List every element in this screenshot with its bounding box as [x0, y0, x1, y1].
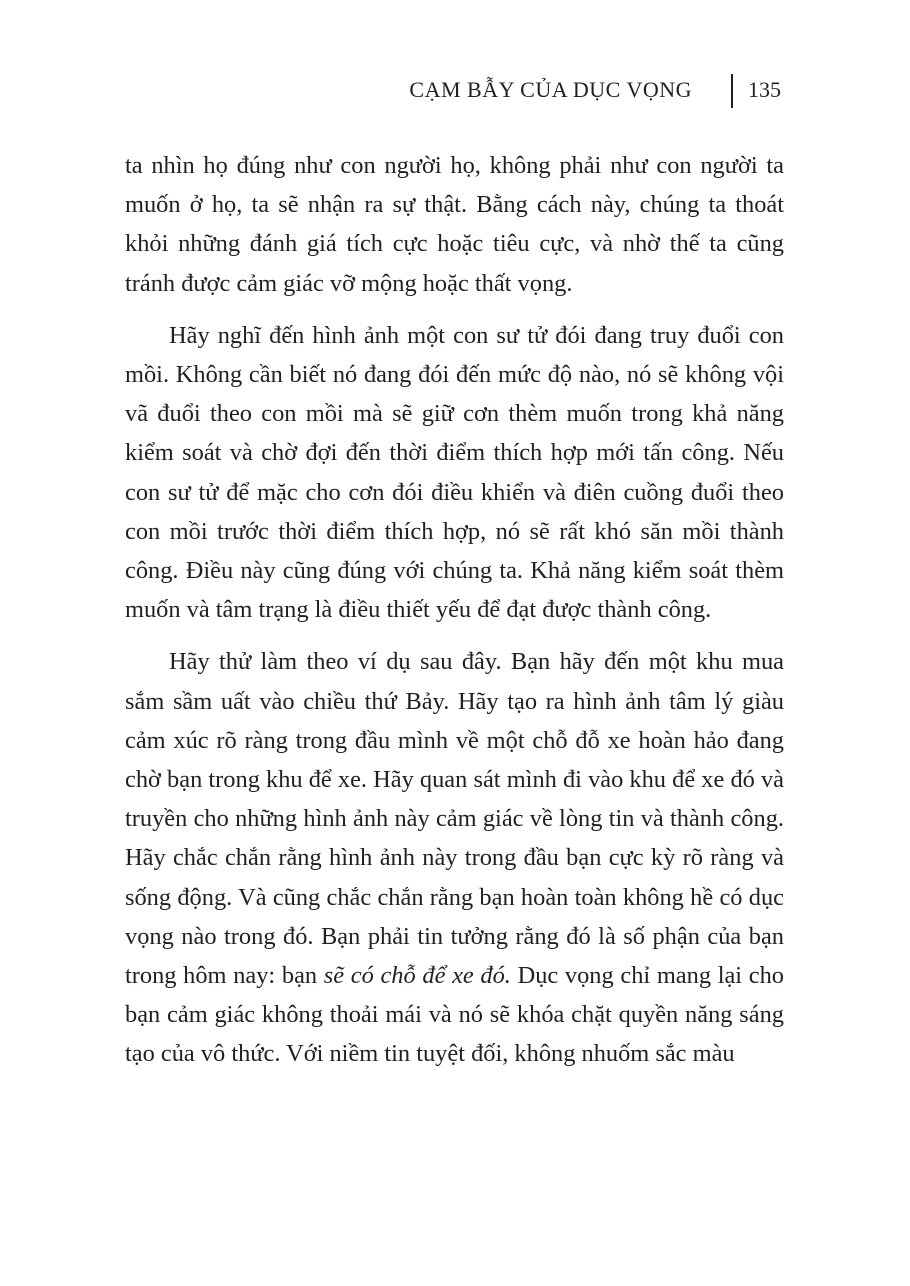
chapter-title: CẠM BẪY CỦA DỤC VỌNG: [409, 77, 692, 102]
header-divider: [731, 74, 733, 108]
running-header: [0, 74, 910, 108]
body-text: [125, 146, 784, 1074]
italic-phrase: sẽ có chỗ để xe đó.: [323, 962, 511, 990]
paragraph-lion-example: Hãy nghĩ đến hình ảnh một con sư tử đói đang truy đuổi con mồi. Không cần biết nó đang đói đến mức độ nào, nó sẽ không vội vã đuổi theo con mồi mà sẽ giữ cơn thèm muốn trong khả năng kiểm soát và chờ đợi đến thời điểm thích hợp mới tấn công. Nếu con sư tử để mặc cho cơn đói điều khiển và điên cuồng đuổi theo con mồi trước thời điểm thích hợp, nó sẽ rất khó săn mồi thành công. Điều này cũng đúng với chúng ta. Khả năng kiểm soát thèm muốn và tâm trạng là điều thiết yếu để đạt được thành công.: [125, 321, 784, 624]
paragraph-parking-example: [125, 642, 784, 1073]
paragraph-continuation: ta nhìn họ đúng như con người họ, không phải như con người ta muốn ở họ, ta sẽ nhận ra sự thật. Bằng cách này, chúng ta thoát khỏi những đánh giá tích cực hoặc tiêu cực, và nhờ thế ta cũng tránh được cảm giác vỡ mộng hoặc thất vọng.: [125, 152, 784, 297]
paragraph-text-before-italic: Hãy thử làm theo ví dụ sau đây. Bạn hãy đến một khu mua sắm sầm uất vào chiều thứ Bảy. Hãy tạo ra hình ảnh tâm lý giàu cảm xúc rõ ràng trong đầu mình về một chỗ đỗ xe hoàn hảo đang chờ bạn trong khu để xe. Hãy quan sát mình đi vào khu để xe đó và truyền cho những hình ảnh này cảm giác về lòng tin và thành công. Hãy chắc chắn rằng hình ảnh này trong đầu bạn cực kỳ rõ ràng và sống động. Và cũng chắc chắn rằng bạn hoàn toàn không hề có dục vọng nào trong đó. Bạn phải tin tưởng rằng đó là số phận của bạn trong hôm nay: bạn: [125, 648, 784, 990]
paragraph-text-after-italic: Dục vọng chỉ mang lại cho bạn cảm giác không thoải mái và nó sẽ khóa chặt quyền năng sáng tạo của vô thức. Với niềm tin tuyệt đối, không nhuốm sắc màu: [125, 962, 784, 1068]
page-number: 135: [748, 77, 781, 102]
